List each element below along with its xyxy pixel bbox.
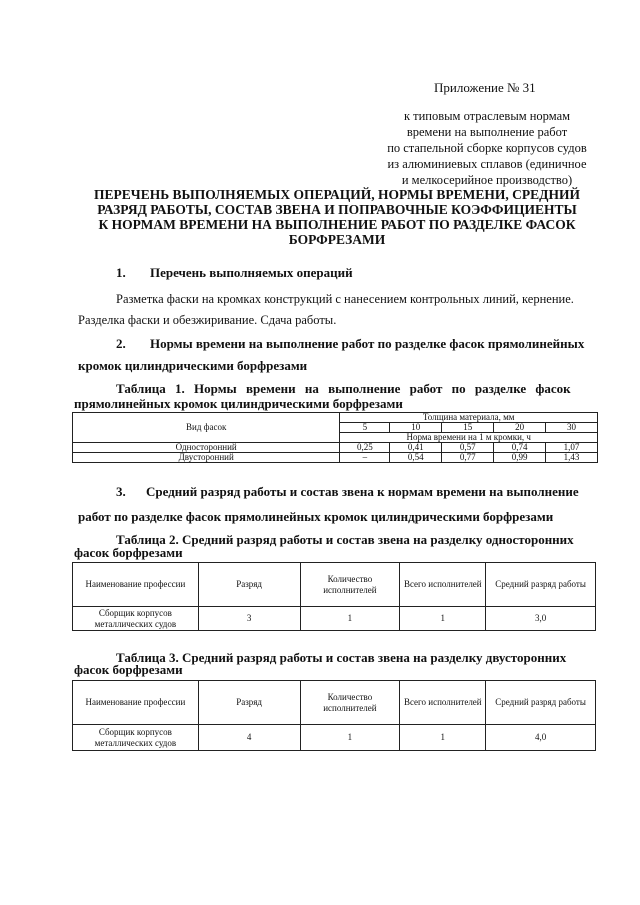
table-cell: 3 — [198, 607, 300, 631]
table-3-caption: Таблица 3. Средний разряд работы и состав звена на разделку двусторонних — [116, 650, 567, 665]
thickness-cell: 15 — [442, 423, 494, 433]
time-norms-table — [72, 412, 598, 463]
table-cell: 0,41 — [390, 443, 442, 453]
table-2-caption: Таблица 2. Средний разряд работы и состав звена на разделку односторонних — [116, 532, 574, 547]
table-cell: 0,54 — [390, 453, 442, 463]
table-cell: 0,77 — [442, 453, 494, 463]
title-line: РАЗРЯД РАБОТЫ, СОСТАВ ЗВЕНА И ПОПРАВОЧНЫЕ КОЭФФИЦИЕНТЫ — [97, 202, 577, 217]
section-1-text-line: Разметка фаски на кромках конструкций с нанесением контрольных линий, кернение. — [116, 292, 574, 306]
annex-line: к типовым отраслевым нормам — [403, 109, 571, 123]
crew-table-double — [72, 680, 596, 751]
thickness-cell: 10 — [390, 423, 442, 433]
column-header: Наименование профессии — [73, 681, 199, 725]
annex-line: по стапельной сборке корпусов судов — [387, 141, 587, 155]
section-3-heading: работ по разделке фасок прямолинейных кромок цилиндрическими борфрезами — [78, 509, 554, 524]
table-cell: 1 — [400, 607, 486, 631]
table-cell: 0,25 — [340, 443, 390, 453]
column-header: Разряд — [198, 563, 300, 607]
table-cell: 1 — [300, 607, 400, 631]
annex-title: Приложение № 31 — [434, 80, 536, 95]
table-1-caption: прямолинейных кромок цилиндрическими борфрезами — [74, 396, 403, 411]
table-cell: 0,99 — [494, 453, 546, 463]
column-header: Количество исполнителей — [300, 681, 400, 725]
thickness-cell: 30 — [546, 423, 598, 433]
row-label: Двусторонний — [73, 453, 340, 463]
table-row — [73, 453, 598, 463]
section-1-heading: Перечень выполняемых операций — [150, 265, 353, 280]
section-3-heading: Средний разряд работы и состав звена к нормам времени на выполнение — [146, 484, 579, 499]
table-cell: 1,07 — [546, 443, 598, 453]
title-line: К НОРМАМ ВРЕМЕНИ НА ВЫПОЛНЕНИЕ РАБОТ ПО РАЗДЕЛКЕ ФАСОК — [98, 217, 576, 232]
table-cell: – — [340, 453, 390, 463]
column-header: Всего исполнителей — [400, 563, 486, 607]
section-2-heading: кромок цилиндрическими борфрезами — [78, 358, 308, 373]
section-1-number: 1. — [116, 265, 126, 280]
annex-line: и мелкосерийное производство) — [401, 173, 573, 187]
column-header: Вид фасок — [73, 413, 340, 443]
table-cell: 3,0 — [486, 607, 596, 631]
column-header: Средний разряд работы — [486, 563, 596, 607]
row-label: Односторонний — [73, 443, 340, 453]
crew-table-single — [72, 562, 596, 631]
column-header: Норма времени на 1 м кромки, ч — [340, 433, 598, 443]
table-cell: 1 — [400, 725, 486, 751]
annex-line: из алюминиевых сплавов (единичное — [387, 157, 587, 171]
table-row — [73, 443, 598, 453]
table-row — [73, 607, 596, 631]
table-2-caption: фасок борфрезами — [74, 545, 183, 560]
thickness-cell: 5 — [340, 423, 390, 433]
table-cell: 0,57 — [442, 443, 494, 453]
table-cell: 4 — [198, 725, 300, 751]
column-header: Количество исполнителей — [300, 563, 400, 607]
table-cell: Сборщик корпусов металлических судов — [73, 607, 199, 631]
column-header: Толщина материала, мм — [340, 413, 598, 423]
section-3-number: 3. — [116, 484, 126, 499]
section-2-heading: Нормы времени на выполнение работ по разделке фасок прямолинейных — [150, 336, 585, 351]
annex-description — [376, 108, 598, 188]
table-cell: 1 — [300, 725, 400, 751]
column-header: Средний разряд работы — [486, 681, 596, 725]
column-header: Наименование профессии — [73, 563, 199, 607]
section-2-number: 2. — [116, 336, 126, 351]
table-cell: Сборщик корпусов металлических судов — [73, 725, 199, 751]
page-title — [78, 187, 596, 247]
column-header: Всего исполнителей — [400, 681, 486, 725]
table-row — [73, 725, 596, 751]
column-header: Разряд — [198, 681, 300, 725]
title-line: БОРФРЕЗАМИ — [288, 232, 386, 247]
title-line: ПЕРЕЧЕНЬ ВЫПОЛНЯЕМЫХ ОПЕРАЦИЙ, НОРМЫ ВРЕМЕНИ, СРЕДНИЙ — [94, 187, 580, 202]
table-cell: 0,74 — [494, 443, 546, 453]
table-cell: 1,43 — [546, 453, 598, 463]
thickness-cell: 20 — [494, 423, 546, 433]
table-3-caption: фасок борфрезами — [74, 662, 183, 677]
annex-line: времени на выполнение работ — [406, 125, 568, 139]
section-1-text-line: Разделка фаски и обезжиривание. Сдача работы. — [78, 313, 337, 327]
table-1-caption: Таблица 1. Нормы времени на выполнение работ по разделке фасок — [116, 381, 571, 396]
table-cell: 4,0 — [486, 725, 596, 751]
